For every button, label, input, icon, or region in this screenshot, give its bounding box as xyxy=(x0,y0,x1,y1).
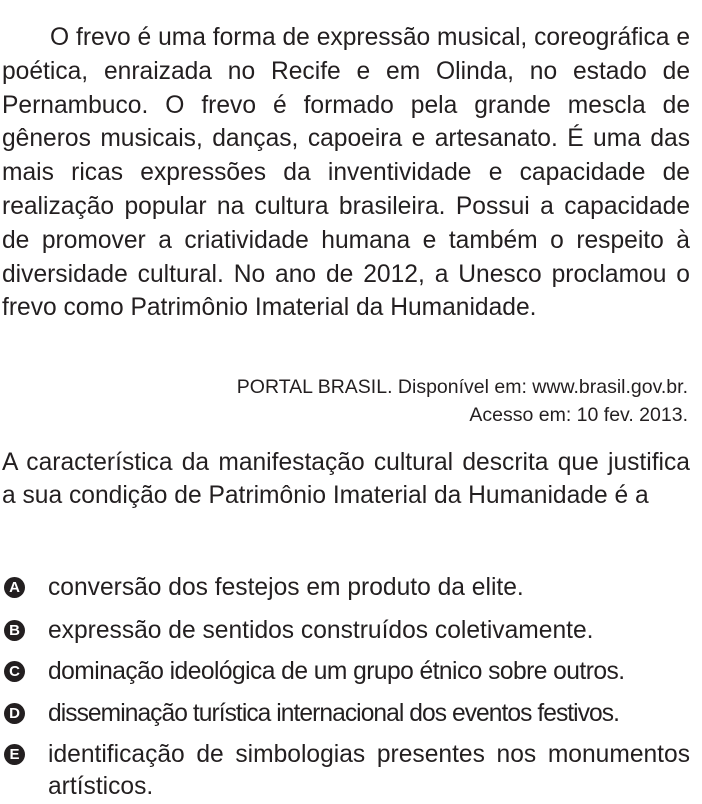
option-e[interactable] xyxy=(0,739,690,803)
option-b-text: expressão de sentidos construídos coletivamente. xyxy=(48,617,594,644)
source-line-1: PORTAL BRASIL. Disponível em: www.brasil.gov.br. xyxy=(236,376,688,398)
option-c-letter-badge: C xyxy=(4,661,25,682)
option-a-letter-badge: A xyxy=(4,577,25,598)
source-citation xyxy=(88,373,688,429)
option-a[interactable] xyxy=(0,572,690,604)
option-e-text: identificação de simbologias presentes nos monumentos artísticos. xyxy=(48,741,690,800)
option-c[interactable] xyxy=(0,656,690,688)
option-d-letter-badge: D xyxy=(4,703,25,724)
option-c-text: dominação ideológica de um grupo étnico sobre outros. xyxy=(48,658,625,685)
question-stem: A característica da manifestação cultural descrita que justifica a sua condição de Patrimônio Imaterial da Humanidade é a xyxy=(2,449,690,510)
option-d-text: disseminação turística internacional dos eventos festivos. xyxy=(48,700,619,727)
option-e-letter-badge: E xyxy=(4,744,25,765)
passage-text: O frevo é uma forma de expressão musical, coreográfica e poética, enraizada no Recife e em Olinda, no estado de Pernambuco. O frevo é formado pela grande mescla de gêneros musicais, danças, capoeira e artesanato. É uma das mais ricas expressões da inventividade e capacidade de realização popular na cultura brasileira. Possui a capacidade de promover a criatividade humana e também o respeito à diversidade cultural. No ano de 2012, a Unesco proclamou o frevo como Patrimônio Imaterial da Humanidade. xyxy=(2,24,690,322)
source-line-2: Acesso em: 10 fev. 2013. xyxy=(469,404,688,426)
option-b[interactable] xyxy=(0,615,690,647)
option-b-letter-badge: B xyxy=(4,620,25,641)
option-a-text: conversão dos festejos em produto da elite. xyxy=(48,574,524,601)
option-d[interactable] xyxy=(0,698,690,730)
